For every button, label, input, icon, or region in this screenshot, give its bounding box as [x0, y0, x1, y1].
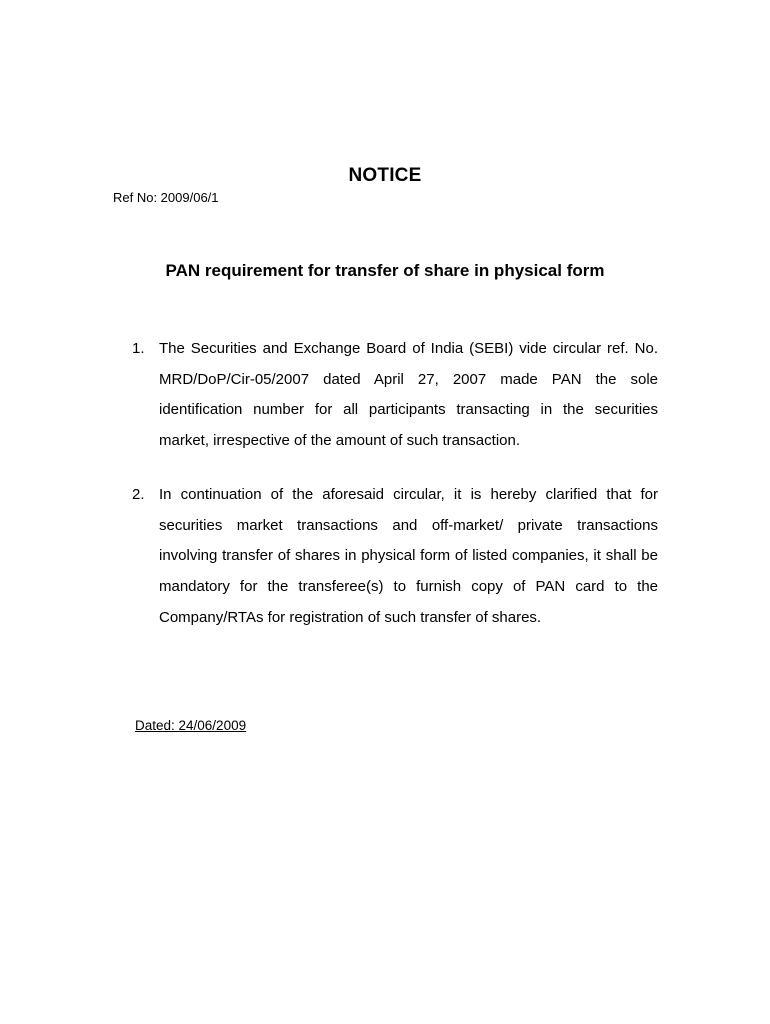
notice-subject-text: PAN requirement for transfer of share in physical form: [165, 261, 605, 280]
notice-paragraph-list: [132, 334, 658, 656]
list-item: [132, 334, 658, 457]
list-item-number: 2.: [132, 485, 145, 503]
list-item-text: The Securities and Exchange Board of India (SEBI) vide circular ref. No. MRD/DoP/Cir-05/2007 dated April 27, 2007 made PAN the sole identification number for all participants transacting in the securities market, irrespective of the amount of such transaction.: [159, 340, 658, 450]
notice-title-text: NOTICE: [348, 165, 422, 186]
notice-title: [0, 165, 770, 187]
dated-line: Dated: 24/06/2009: [135, 718, 247, 733]
list-item-text: In continuation of the aforesaid circular, it is hereby clarified that for securities market transactions and off-market/ private transactions involving transfer of shares in physical form of listed companies, it shall be mandatory for the transferee(s) to furnish copy of PAN card to the Company/RTAs for registration of such transfer of shares.: [159, 485, 658, 626]
notice-subject: [0, 261, 770, 281]
list-item-number: 1.: [132, 340, 145, 357]
list-item: [132, 480, 658, 634]
reference-number: Ref No: 2009/06/1: [113, 190, 219, 205]
